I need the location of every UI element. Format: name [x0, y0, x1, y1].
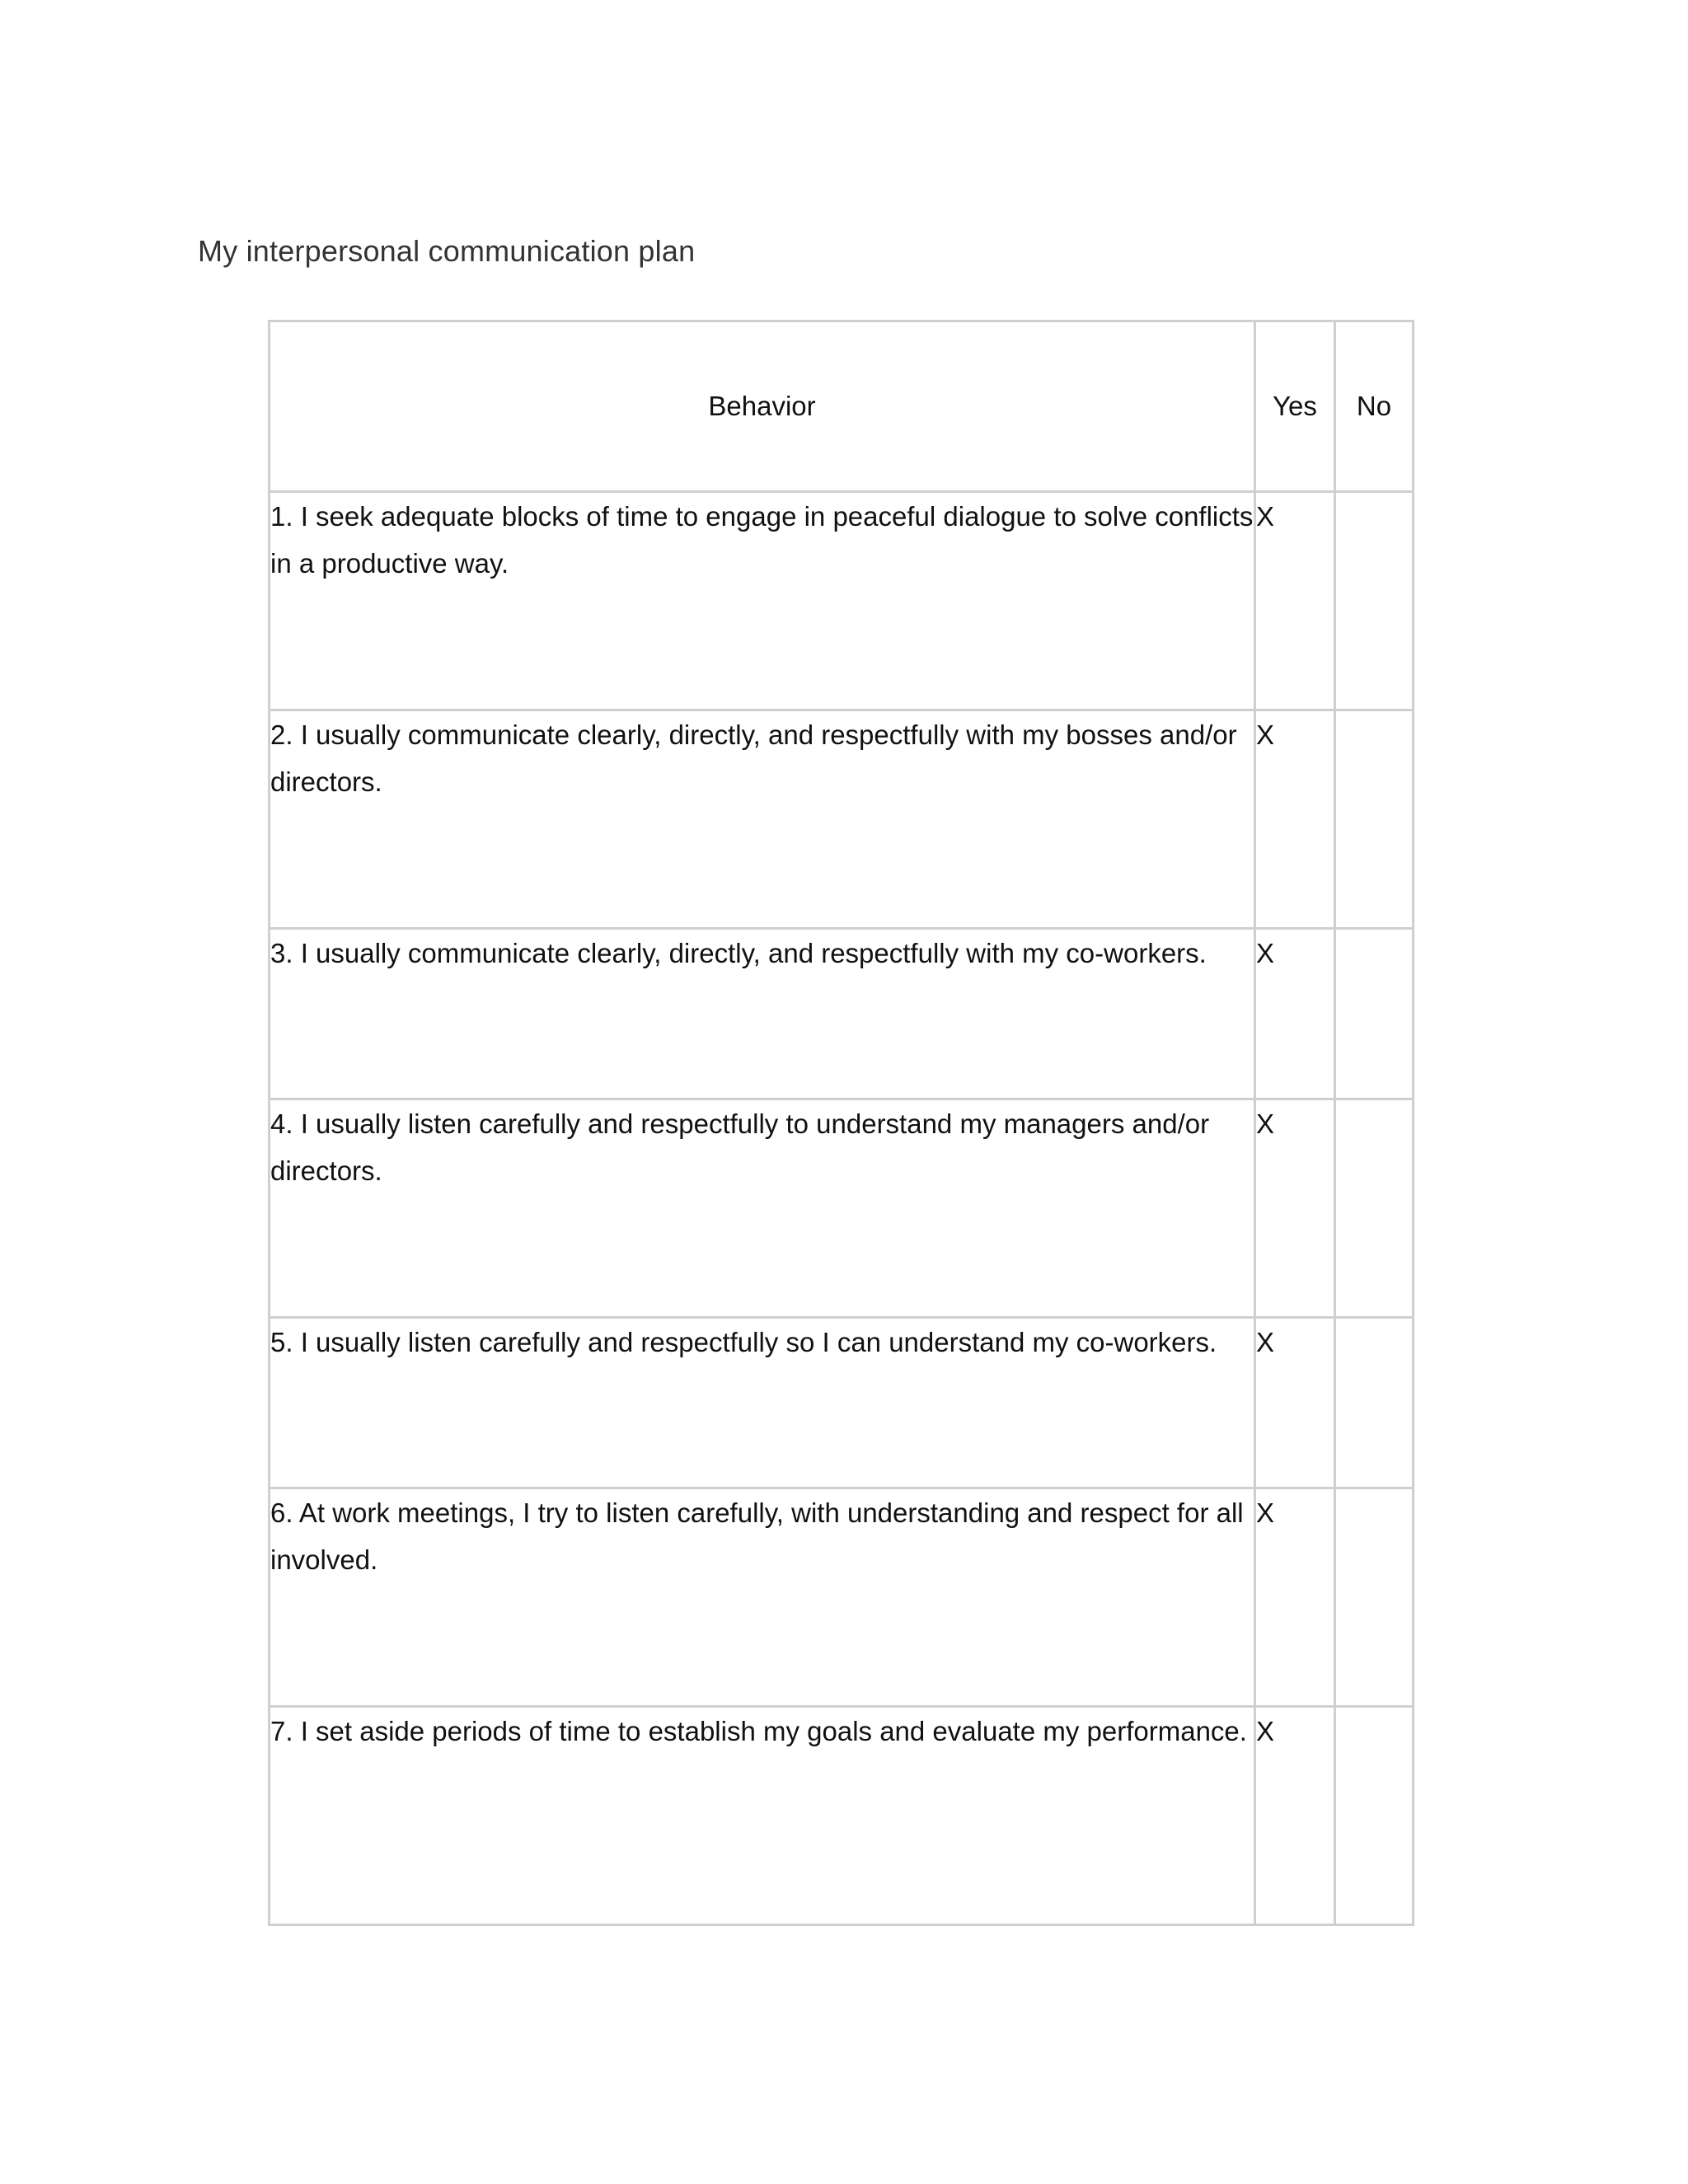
- behavior-cell: 5. I usually listen carefully and respectfully so I can understand my co-workers.: [270, 1318, 1255, 1488]
- yes-cell: X: [1255, 929, 1335, 1099]
- no-cell: [1335, 710, 1414, 929]
- table-row: [270, 929, 1414, 1099]
- table-row: [270, 1099, 1414, 1318]
- table-row: [270, 492, 1414, 710]
- yes-cell: X: [1255, 492, 1335, 710]
- table-header-row: [270, 321, 1414, 492]
- no-cell: [1335, 492, 1414, 710]
- table-row: [270, 1707, 1414, 1925]
- no-cell: [1335, 1318, 1414, 1488]
- yes-cell: X: [1255, 1707, 1335, 1925]
- behavior-cell: 2. I usually communicate clearly, directly, and respectfully with my bosses and/or directors.: [270, 710, 1255, 929]
- no-column-header: No: [1335, 321, 1414, 492]
- behavior-cell: 1. I seek adequate blocks of time to engage in peaceful dialogue to solve conflicts in a productive way.: [270, 492, 1255, 710]
- no-cell: [1335, 929, 1414, 1099]
- yes-cell: X: [1255, 1488, 1335, 1707]
- behavior-cell: 6. At work meetings, I try to listen carefully, with understanding and respect for all involved.: [270, 1488, 1255, 1707]
- yes-column-header: Yes: [1255, 321, 1335, 492]
- yes-cell: X: [1255, 710, 1335, 929]
- yes-cell: X: [1255, 1099, 1335, 1318]
- behavior-cell: 4. I usually listen carefully and respectfully to understand my managers and/or directors.: [270, 1099, 1255, 1318]
- table-row: [270, 1488, 1414, 1707]
- no-cell: [1335, 1099, 1414, 1318]
- table-row: [270, 1318, 1414, 1488]
- communication-plan-table: [268, 320, 1414, 1926]
- yes-cell: X: [1255, 1318, 1335, 1488]
- behavior-column-header: Behavior: [270, 321, 1255, 492]
- page-title: My interpersonal communication plan: [198, 234, 696, 268]
- no-cell: [1335, 1488, 1414, 1707]
- behavior-cell: 7. I set aside periods of time to establish my goals and evaluate my performance.: [270, 1707, 1255, 1925]
- table-row: [270, 710, 1414, 929]
- no-cell: [1335, 1707, 1414, 1925]
- behavior-cell: 3. I usually communicate clearly, directly, and respectfully with my co-workers.: [270, 929, 1255, 1099]
